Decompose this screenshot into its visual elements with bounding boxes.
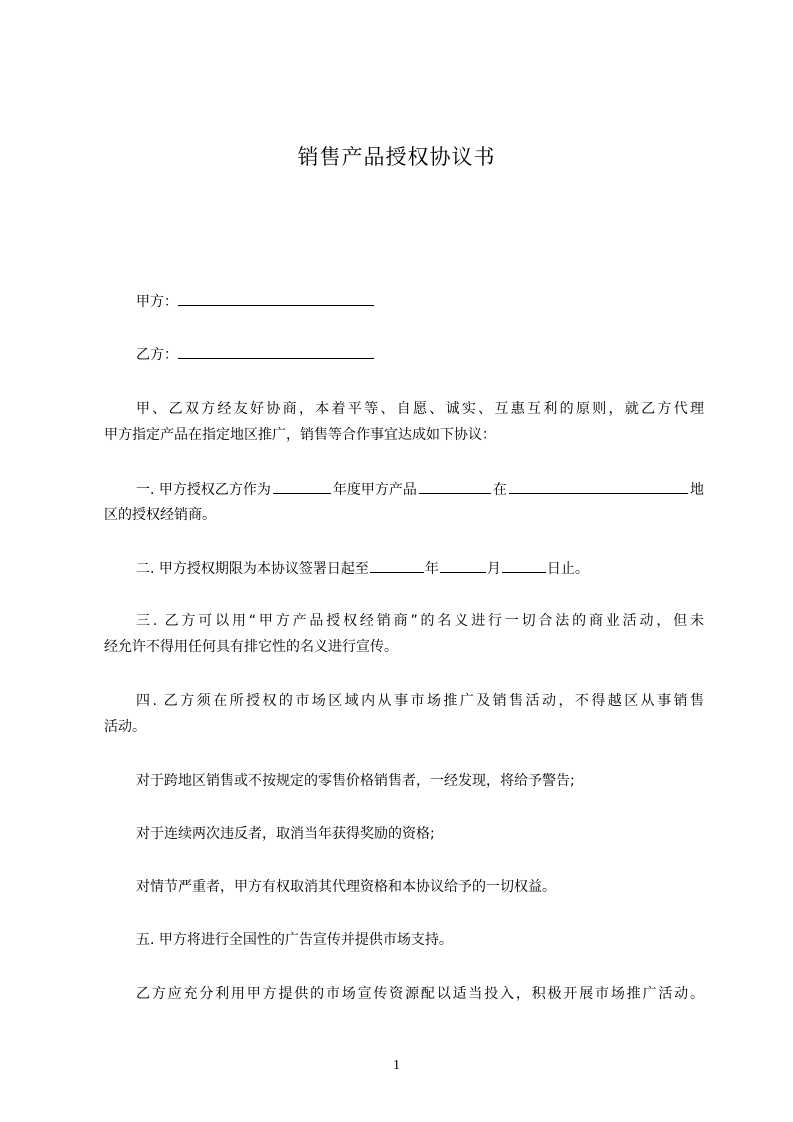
preamble-line-2: 甲方指定产品在指定地区推广，销售等合作事宜达成如下协议： — [104, 427, 496, 443]
clause-3-line-2: 经允许不得用任何具有排它性的名义进行宣传。 — [104, 639, 398, 655]
clause-2-part-4: 日止。 — [546, 561, 589, 577]
clause-1-part-1: 一. 甲方授权乙方作为 — [136, 482, 271, 498]
penalty-severe: 对情节严重者，甲方有权取消其代理资格和本协议给予的一切权益。 — [136, 879, 556, 895]
preamble-line-1: 甲、乙双方经友好协商，本着平等、自愿、诚实、互惠互利的原则，就乙方代理 — [136, 401, 704, 417]
penalty-reward-revoke: 对于连续两次违反者，取消当年获得奖励的资格; — [136, 826, 435, 842]
clause-3-line-1: 三. 乙方可以用“甲方产品授权经销商”的名义进行一切合法的商业活动，但未 — [136, 613, 704, 629]
clause-2-part-2: 年 — [424, 561, 439, 577]
clause-1-line-2: 区的授权经销商。 — [104, 507, 216, 523]
clause-1-line-1 — [136, 479, 704, 500]
clause-2-part-3: 月 — [486, 561, 501, 577]
clause-5-detail: 乙方应充分利用甲方提供的市场宣传资源配以适当投入，积极开展市场推广活动。 — [136, 986, 704, 1002]
clause-1-part-2: 年度甲方产品 — [332, 482, 417, 498]
clause-1-part-3: 在 — [492, 482, 507, 498]
clause-1-part-4: 地 — [690, 482, 704, 498]
party-a-blank[interactable] — [178, 291, 374, 306]
penalty-warning: 对于跨地区销售或不按规定的零售价格销售者，一经发现，将给予警告; — [136, 773, 575, 789]
clause-5: 五. 甲方将进行全国性的广告宣传并提供市场支持。 — [136, 932, 453, 948]
clause-2-line — [104, 558, 704, 579]
clause-2-part-1: 二. 甲方授权期限为本协议签署日起至 — [136, 561, 369, 577]
clause-1-year-blank[interactable] — [273, 479, 331, 494]
clause-2-year-blank[interactable] — [370, 558, 424, 573]
party-a-label: 甲方： — [136, 294, 178, 310]
clause-4-line-1: 四. 乙方须在所授权的市场区域内从事市场推广及销售活动，不得越区从事销售 — [136, 693, 704, 709]
party-b-blank[interactable] — [178, 344, 374, 359]
page-number: 1 — [393, 1058, 400, 1073]
party-b-line — [104, 344, 704, 365]
clause-4-line-2: 活动。 — [104, 719, 146, 735]
party-a-line — [104, 291, 704, 312]
clause-1-product-blank[interactable] — [419, 479, 491, 494]
clause-1-region-blank[interactable] — [509, 479, 688, 494]
party-b-label: 乙方： — [136, 347, 178, 363]
clause-2-day-blank[interactable] — [502, 558, 546, 573]
document-title: 销售产品授权协议书 — [297, 145, 496, 169]
clause-2-month-blank[interactable] — [440, 558, 486, 573]
